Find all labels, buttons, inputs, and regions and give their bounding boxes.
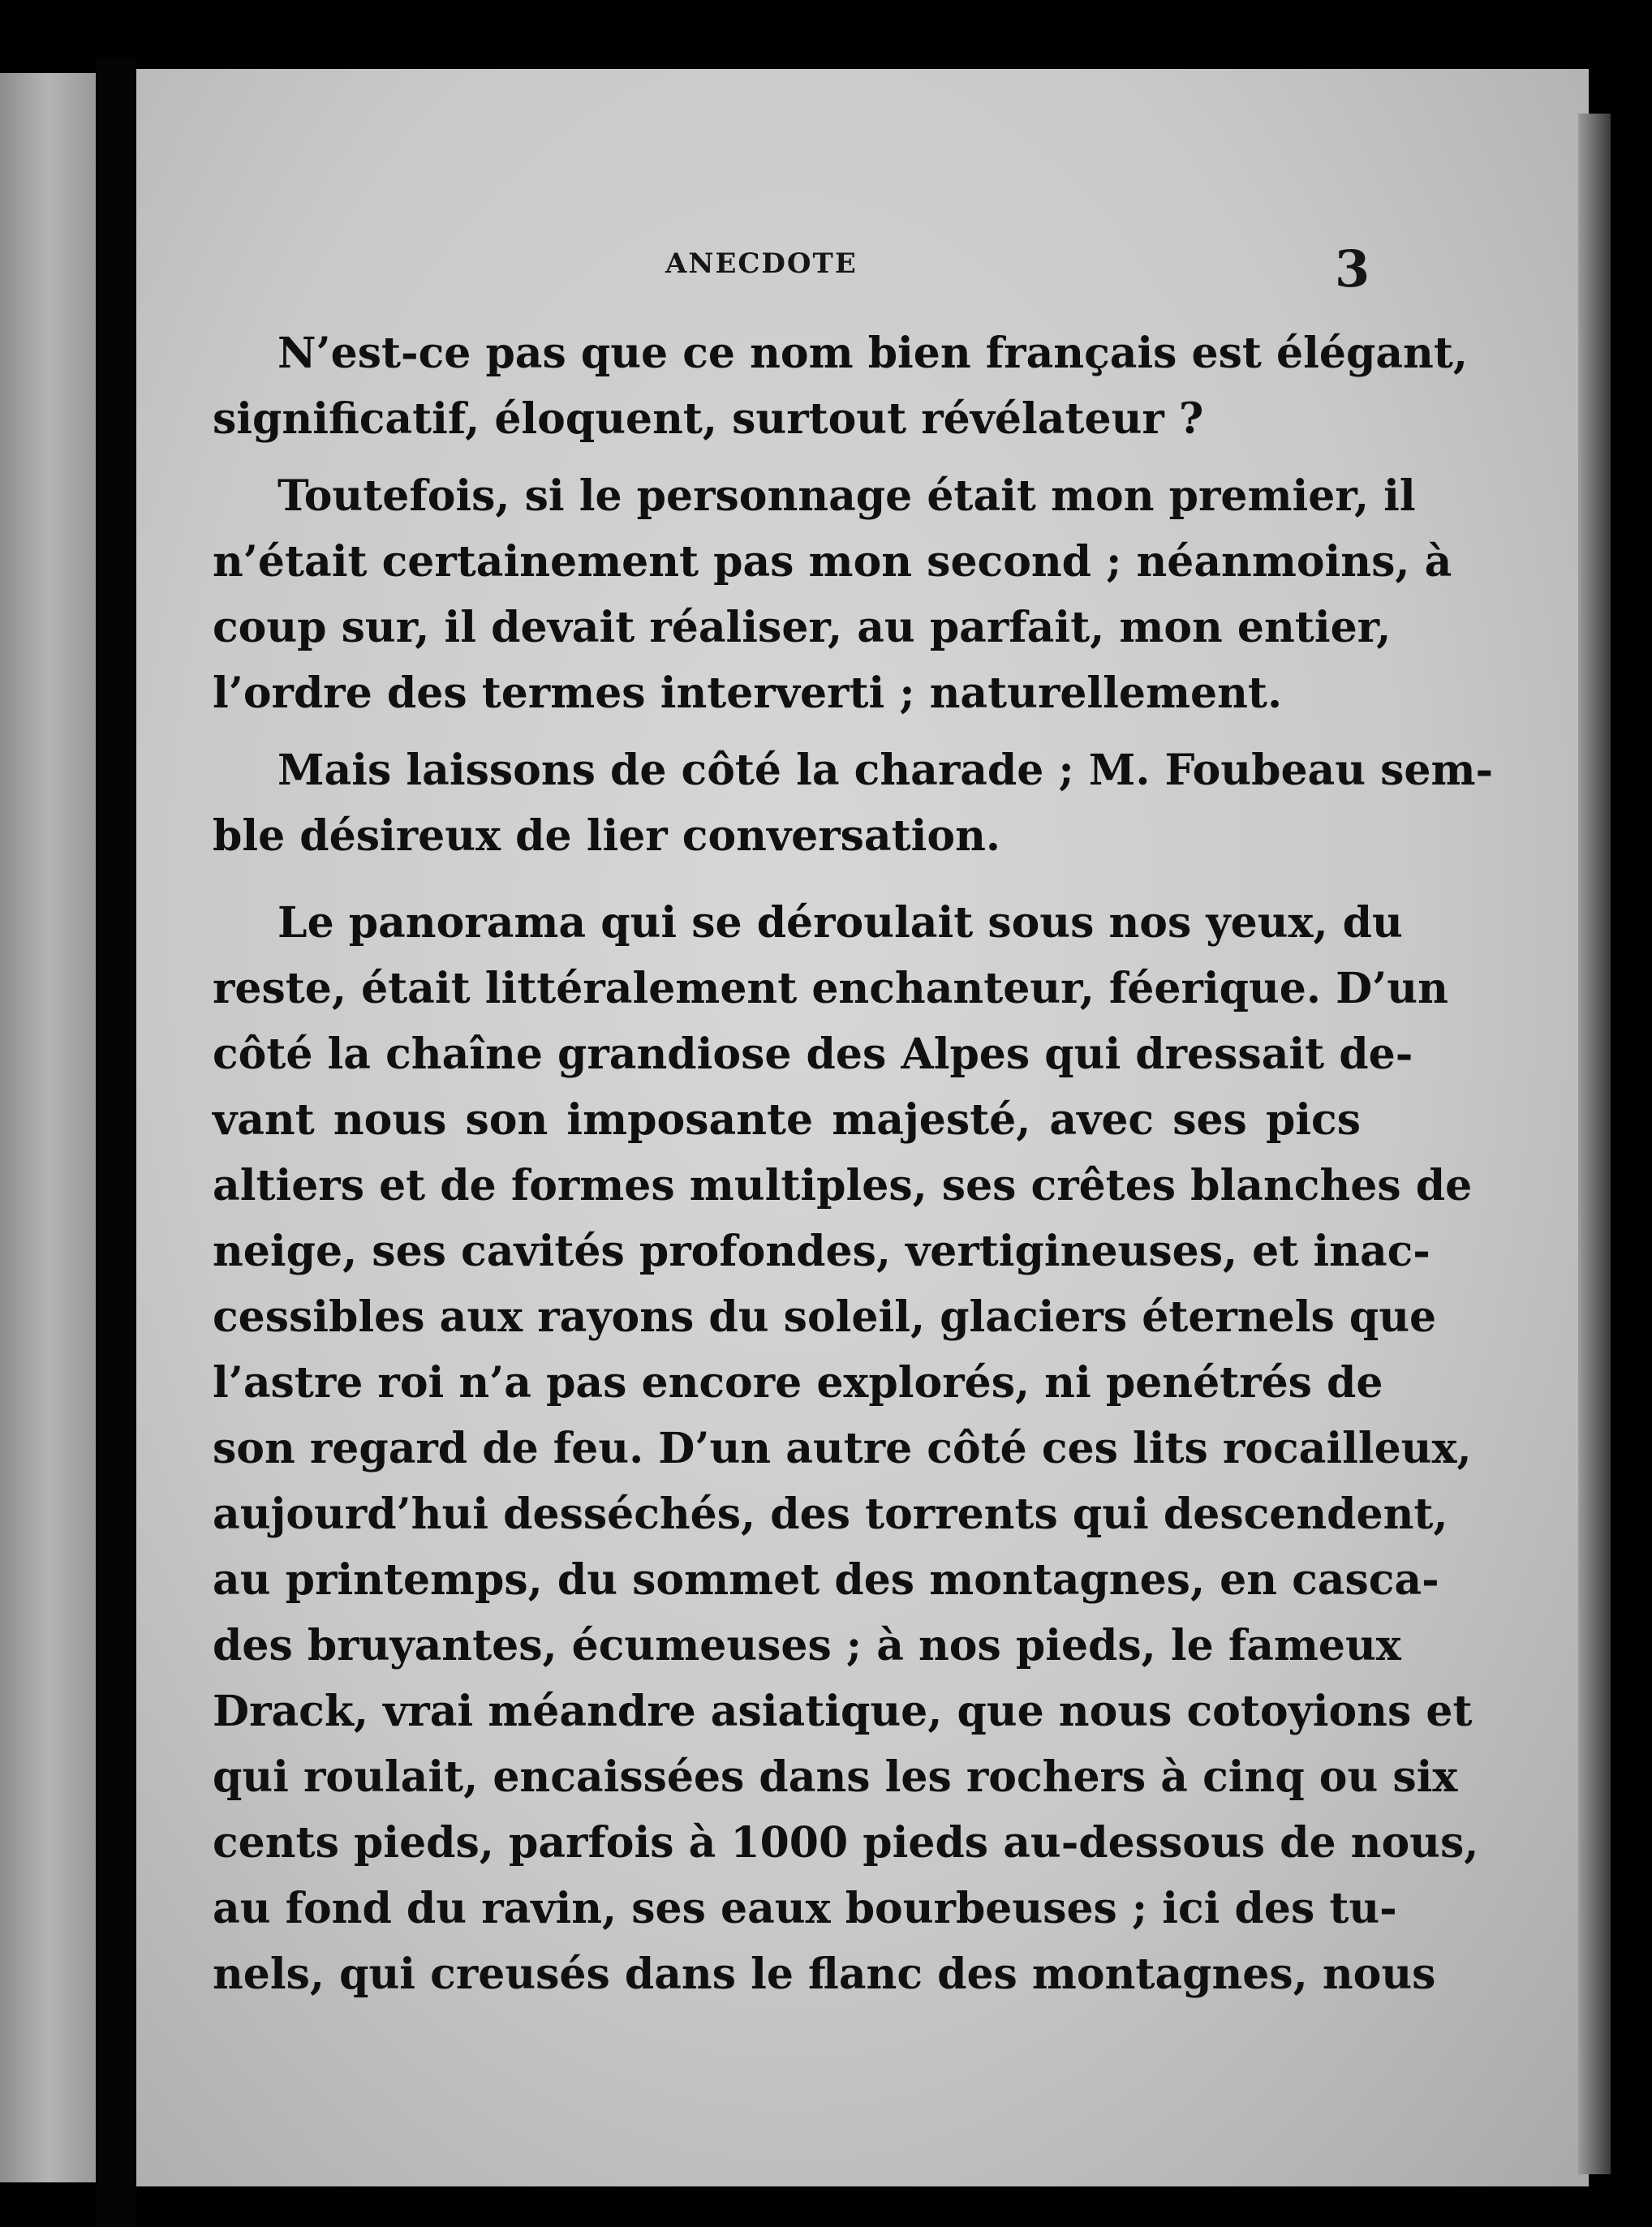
text-line: l’astre roi n’a pas encore explorés, ni penétrés de <box>213 1358 1383 1408</box>
paragraph <box>213 320 1468 452</box>
text-line: cessibles aux rayons du soleil, glaciers éternels que <box>213 1292 1437 1342</box>
paragraph <box>213 463 1452 726</box>
text-line: cents pieds, parfois à 1000 pieds au-dessous de nous, <box>213 1818 1479 1868</box>
text-line: n’était certainement pas mon second ; néanmoins, à <box>213 537 1452 587</box>
text-line: côté la chaîne grandiose des Alpes qui dressait de- <box>213 1030 1413 1079</box>
text-line: altiers et de formes multiples, ses crêtes blanches de <box>213 1161 1473 1210</box>
text-line: au printemps, du sommet des montagnes, en casca- <box>213 1555 1439 1605</box>
paragraph <box>213 890 1479 2007</box>
body-text <box>213 320 1494 2007</box>
text-line: coup sur, il devait réaliser, au parfait, mon entier, <box>213 603 1392 652</box>
text-line: reste, était littéralement enchanteur, féerique. D’un <box>213 964 1448 1013</box>
text-line: Mais laissons de côté la charade ; M. Foubeau sem- <box>277 746 1494 795</box>
facing-page-edge <box>0 73 96 2182</box>
text-line: aujourd’hui desséchés, des torrents qui descendent, <box>213 1490 1448 1539</box>
text-line: Drack, vrai méandre asiatique, que nous cotoyions et <box>213 1687 1473 1736</box>
text-line: vant nous son imposante majesté, avec ses pics <box>213 1095 1361 1145</box>
text-line: qui roulait, encaissées dans les rochers à cinq ou six <box>213 1752 1458 1802</box>
text-line: Toutefois, si le personnage était mon premier, il <box>277 471 1416 521</box>
text-line: Le panorama qui se déroulait sous nos yeux, du <box>277 898 1403 948</box>
text-line: l’ordre des termes interverti ; naturellement. <box>213 669 1283 718</box>
running-head: ANECDOTE <box>665 247 858 280</box>
text-line: nels, qui creusés dans le flanc des montagnes, nous <box>213 1950 1436 1999</box>
page-number: 3 <box>1335 239 1370 299</box>
text-line: ble désireux de lier conversation. <box>213 811 1000 861</box>
text-line: au fond du ravin, ses eaux bourbeuses ; ici des tu- <box>213 1884 1397 1933</box>
text-line: neige, ses cavités profondes, vertigineuses, et inac- <box>213 1227 1430 1276</box>
text-line: des bruyantes, écumeuses ; à nos pieds, le fameux <box>213 1621 1401 1670</box>
paragraph <box>213 737 1494 869</box>
book-gutter <box>96 57 136 2227</box>
text-line: son regard de feu. D’un autre côté ces lits rocailleux, <box>213 1424 1472 1473</box>
text-line: significatif, éloquent, surtout révélateur ? <box>213 394 1204 444</box>
page-edge-shadow <box>1578 114 1611 2174</box>
text-line: N’est-ce pas que ce nom bien français est élégant, <box>277 329 1468 378</box>
